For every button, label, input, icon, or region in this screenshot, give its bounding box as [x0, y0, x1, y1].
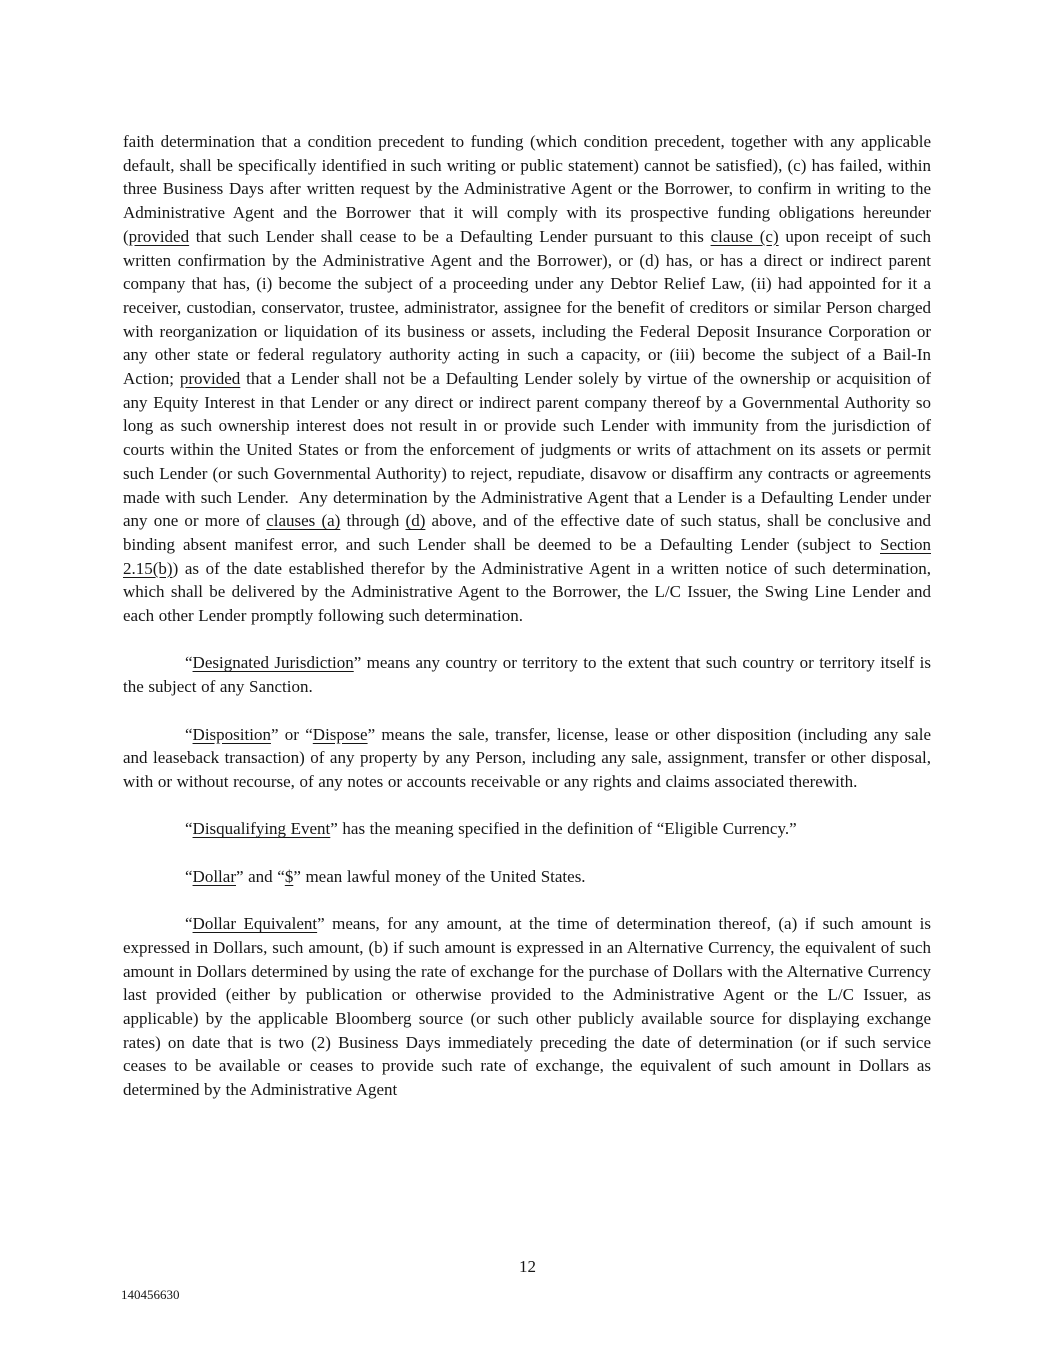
paragraph: “Designated Jurisdiction” means any country or territory to the extent that such country or territory itself is the subject of any Sanction.	[123, 653, 931, 697]
underlined-term: Dispose	[312, 724, 368, 744]
paragraph: “Dollar Equivalent” means, for any amount, at the time of determination thereof, (a) if such amount is expressed in Dollars, such amount, (b) if such amount is expressed in an Alternative Currency, the equivalent of such amount in Dollars determined by using the rate of exchange for the purchase of Dollars with the Alternative Currency last provided (either by publication or otherwise provided to the Administrative Agent or the L/C Issuer, as applicable) by the applicable Bloomberg source (or such other publicly available source for displaying exchange rates) on date that is two (2) Business Days immediately preceding the date of determination (or if such service ceases to be available or ceases to provide such rate of exchange, the equivalent of such amount in Dollars as determined by the Administrative Agent	[123, 914, 932, 1100]
underlined-term: (d)	[405, 511, 426, 531]
underlined-term: Designated Jurisdiction	[192, 653, 354, 673]
underlined-term: Dollar Equivalent	[192, 914, 318, 934]
underlined-term: clauses (a)	[266, 511, 341, 531]
underlined-term: Disqualifying Event	[192, 819, 331, 839]
paragraph: faith determination that a condition precedent to funding (which condition precedent, together with any applicable default, shall be specifically identified in such writing or public statement) cannot be satisfied), (c) has failed, within three Business Days after written request by the Administrative Agent or the Borrower, to confirm in writing to the Administrative Agent and the Borrower that it will comply with its prospective funding obligations hereunder (provided that such Lender shall cease to be a Defaulting Lender pursuant to this clause (c) upon receipt of such written confirmation by the Administrative Agent and the Borrower), or (d) has, or has a direct or indirect parent company that has, (i) become the subject of a proceeding under any Debtor Relief Law, (ii) had appointed for it a receiver, custodian, conservator, trustee, administrator, assignee for the benefit of creditors or similar Person charged with reorganization or liquidation of its business or assets, including the Federal Deposit Insurance Corporation or any other state or federal regulatory authority acting in such a capacity, or (iii) become the subject of a Bail-In Action; provided that a Lender shall not be a Defaulting Lender solely by virtue of the ownership or acquisition of any Equity Interest in that Lender or any direct or indirect parent company thereof by a Governmental Authority so long as such ownership interest does not result in or provide such Lender with immunity from the jurisdiction of courts within the United States or from the enforcement of judgments or writs of attachment on its assets or permit such Lender (or such Governmental Authority) to reject, repudiate, disavow or disaffirm any contracts or agreements made with such Lender. Any determination by the Administrative Agent that a Lender is a Defaulting Lender under any one or more of clauses (a) through (d) above, and of the effective date of such status, shall be conclusive and binding absent manifest error, and such Lender shall be deemed to be a Defaulting Lender (subject to Section 2.15(b)) as of the date established therefor by the Administrative Agent in a written notice of such determination, which shall be delivered by the Administrative Agent to the Borrower, the L/C Issuer, the Swing Line Lender and each other Lender promptly following such determination.	[123, 132, 932, 626]
underlined-term: clause (c)	[710, 226, 779, 246]
underlined-term: Disposition	[192, 724, 271, 744]
page-number: 12	[519, 1257, 536, 1276]
paragraph: “Disposition” or “Dispose” means the sale, transfer, license, lease or other disposition (including any sale and leaseback transaction) of any property by any Person, including any sale, assignment, transfer or other disposal, with or without recourse, of any notes or accounts receivable or any rights and claims associated therewith.	[123, 724, 931, 791]
paragraph: “Disqualifying Event” has the meaning specified in the definition of “Eligible Currency.”	[185, 819, 797, 839]
paragraph: “Dollar” and “$” mean lawful money of the United States.	[185, 866, 586, 886]
footer-document-id: 140456630	[121, 1287, 180, 1302]
underlined-term: provided	[179, 369, 241, 389]
underlined-term: Dollar	[192, 866, 236, 886]
underlined-term: Section 2.15(b)	[123, 534, 931, 578]
document-body	[123, 130, 931, 1102]
underlined-term: provided	[128, 226, 190, 246]
underlined-term: $	[284, 866, 294, 886]
